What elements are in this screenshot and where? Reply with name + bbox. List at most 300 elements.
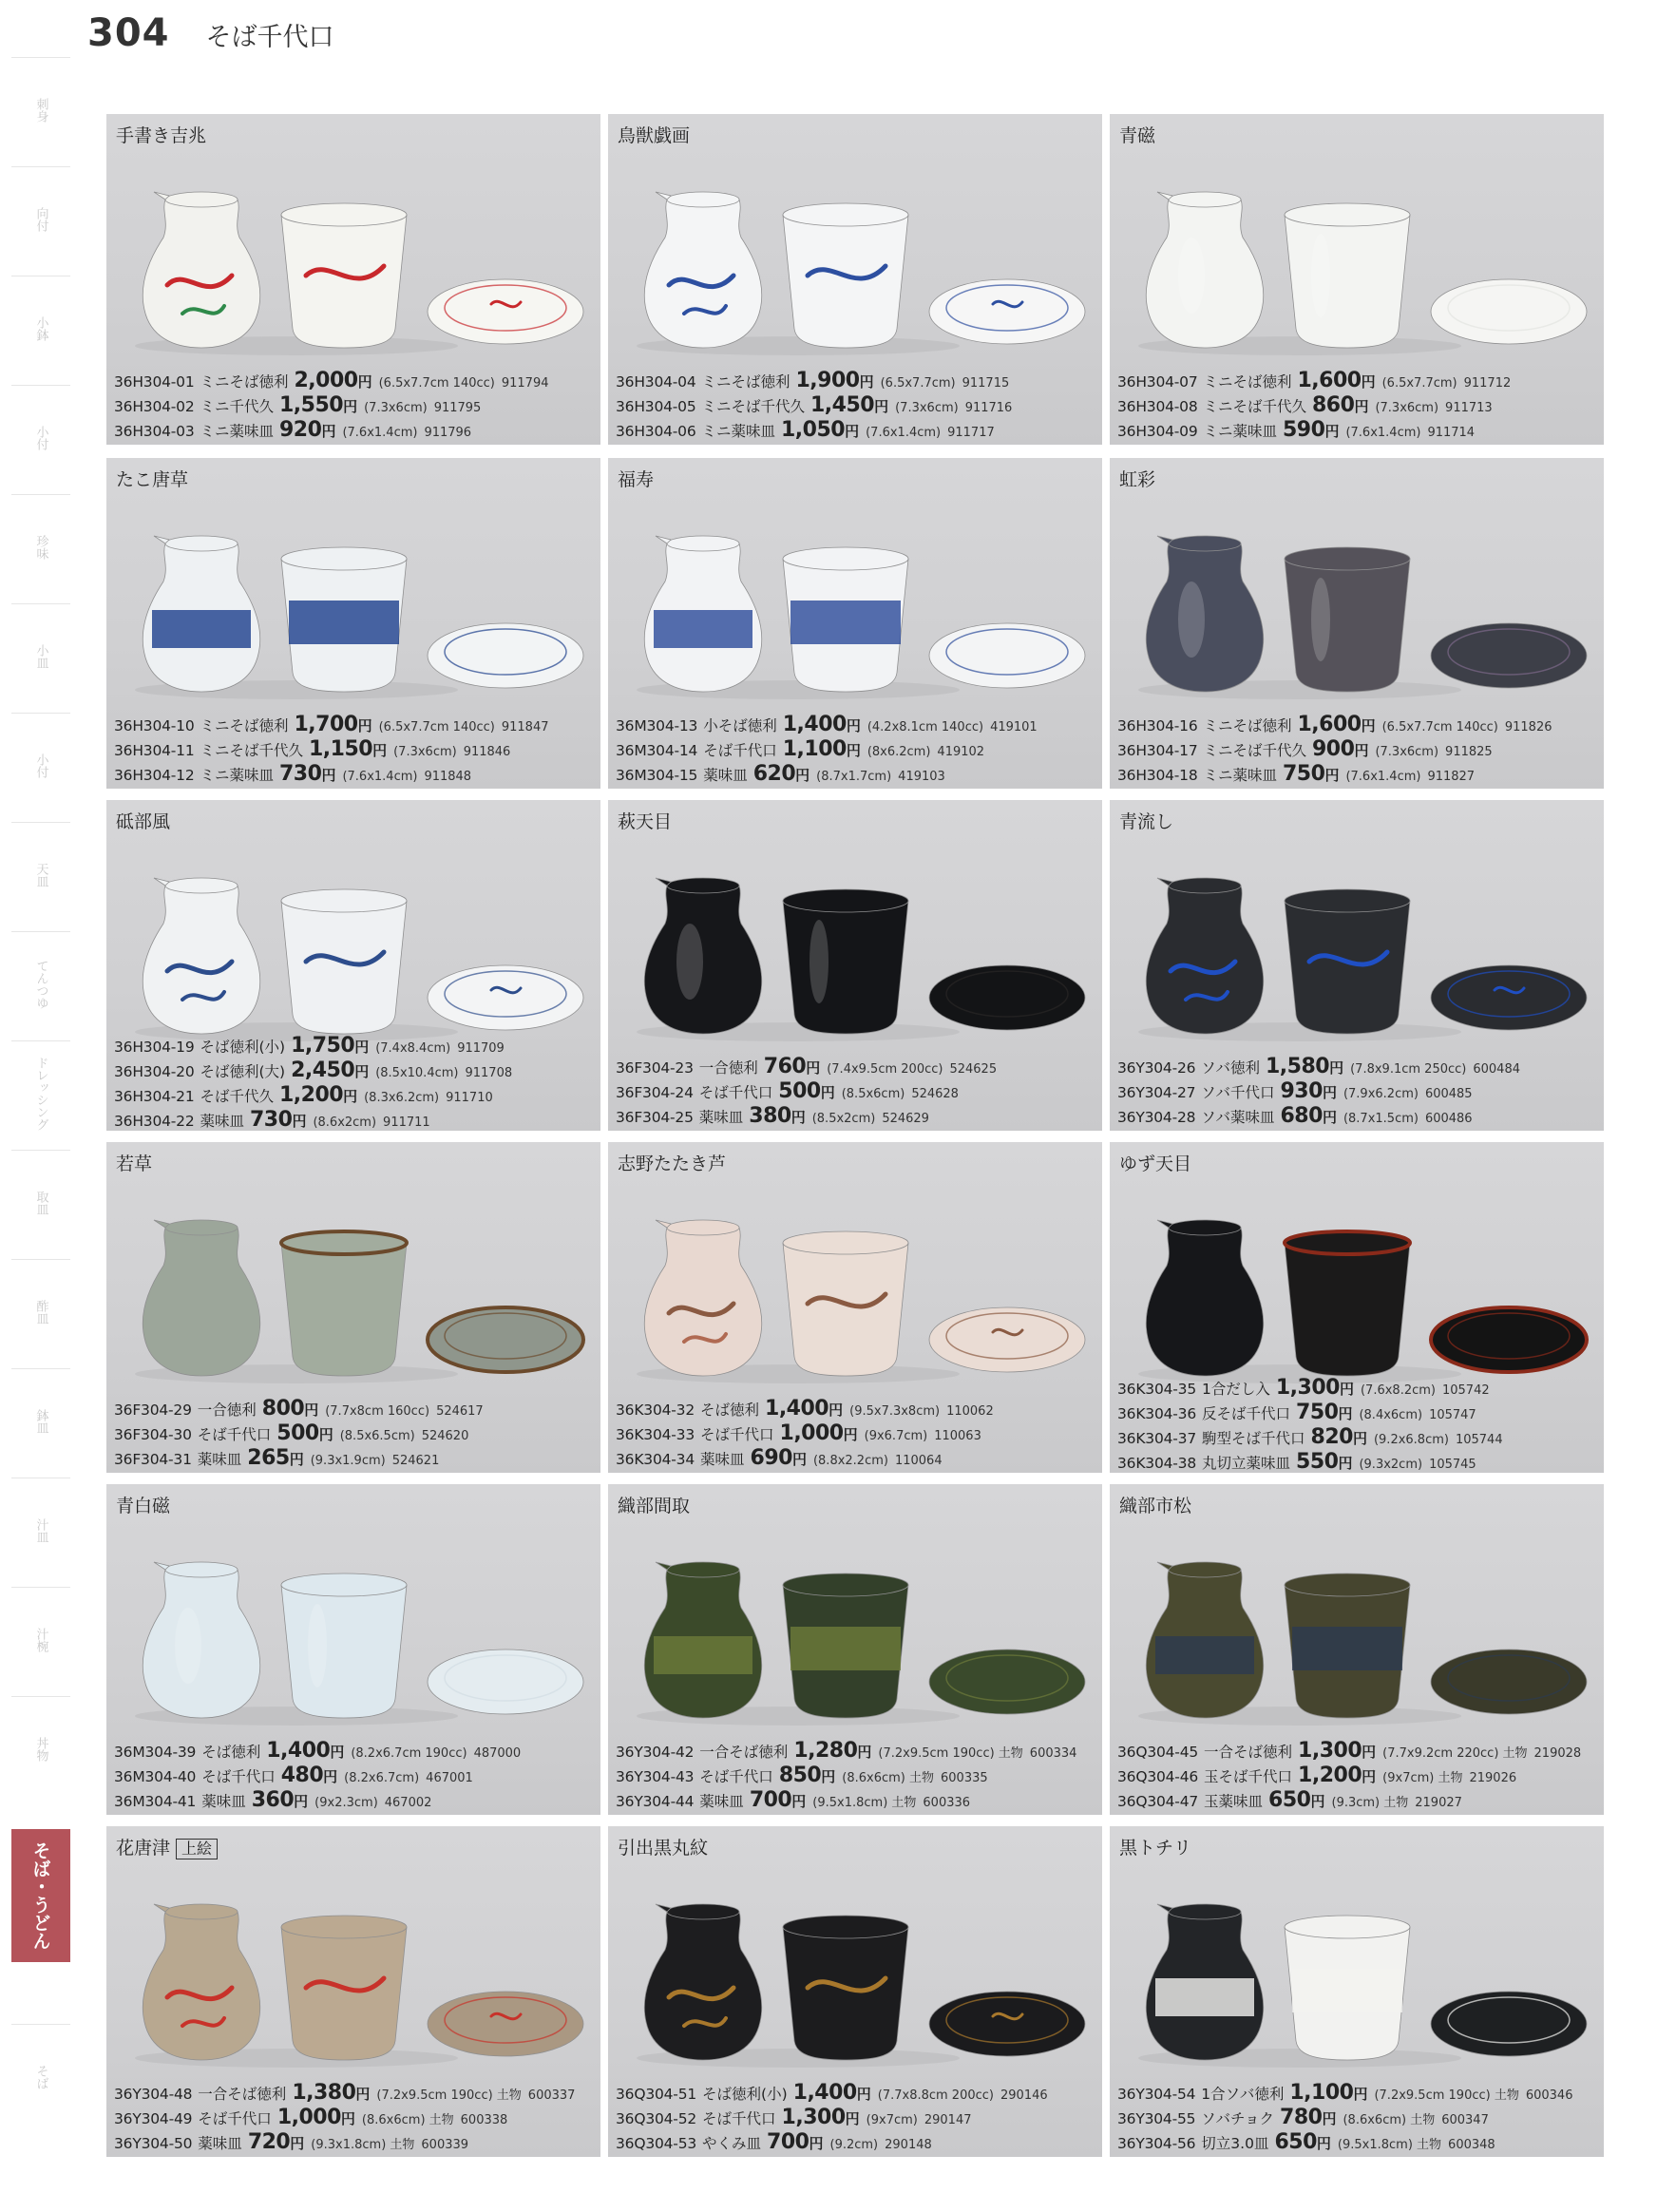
sidebar-tab[interactable]: 取皿 — [11, 1150, 70, 1255]
product-row[interactable] — [114, 1397, 599, 1421]
sidebar-tab[interactable]: てんつゆ — [11, 931, 70, 1037]
product-price: 620 — [752, 762, 796, 786]
cup-rim — [783, 1231, 908, 1254]
sake-jug — [1146, 1228, 1264, 1376]
product-panel[interactable] — [106, 1826, 600, 2157]
sake-jug — [143, 1570, 260, 1718]
product-num: 600485 — [1424, 1087, 1473, 1101]
product-code: 36F304-23 — [616, 1059, 694, 1077]
product-code: 36Q304-51 — [616, 2086, 697, 2103]
product-row[interactable] — [1117, 1450, 1602, 1473]
product-spec: (7.6x1.4cm) — [866, 426, 942, 440]
product-name: ミニそば徳利 — [200, 373, 289, 391]
product-code: 36H304-09 — [1117, 423, 1198, 440]
product-price: 550 — [1296, 1450, 1339, 1473]
jug-spout — [1157, 192, 1172, 200]
jug-mouth — [1169, 878, 1241, 893]
product-code: 36H304-05 — [616, 398, 696, 415]
product-row[interactable] — [1117, 2130, 1602, 2155]
product-spec: (9.5x1.8cm) 土物 — [812, 1796, 917, 1810]
product-row[interactable] — [616, 369, 1100, 393]
sidebar-tab[interactable]: 向付 — [11, 166, 70, 272]
product-spec: (6.5x7.7cm 140cc) — [1381, 720, 1498, 734]
condiment-dish — [428, 623, 583, 688]
product-row[interactable] — [616, 2130, 1100, 2155]
product-row[interactable] — [616, 418, 1100, 443]
product-row[interactable] — [616, 1079, 1100, 1104]
product-yen: 円 — [357, 373, 372, 391]
sidebar-tab[interactable]: 珍味 — [11, 494, 70, 600]
sake-jug — [143, 1228, 260, 1376]
product-code: 36Q304-45 — [1117, 1744, 1199, 1761]
product-num: 600347 — [1441, 2113, 1489, 2127]
sake-jug — [644, 886, 762, 1034]
product-yen: 円 — [1316, 2135, 1331, 2152]
product-row[interactable] — [1117, 1376, 1602, 1401]
product-num: 110063 — [934, 1429, 981, 1443]
product-num: 105742 — [1441, 1383, 1490, 1398]
product-row[interactable] — [114, 2130, 599, 2155]
product-panel[interactable] — [1110, 1142, 1604, 1473]
product-price: 920 — [279, 418, 322, 442]
product-spec: (6.5x7.7cm 140cc) — [378, 376, 495, 391]
product-spec: (7.8x9.1cm 250cc) — [1350, 1062, 1467, 1077]
series-name: 青流し — [1119, 811, 1174, 832]
product-list — [114, 2081, 599, 2155]
product-price: 730 — [279, 762, 322, 786]
product-row[interactable] — [616, 393, 1100, 418]
product-name: 1合ソバ徳利 — [1201, 2086, 1285, 2103]
product-list — [616, 2081, 1100, 2155]
product-grid — [106, 114, 1604, 2159]
product-num: 911848 — [424, 770, 472, 784]
sidebar-tab[interactable]: 汁椀 — [11, 1587, 70, 1692]
product-list — [616, 713, 1100, 787]
product-spec: (7.7x9.2cm 220cc) 土物 — [1382, 1746, 1528, 1761]
product-price: 1,600 — [1297, 713, 1362, 736]
sake-jug — [1146, 200, 1264, 348]
product-row[interactable] — [114, 1788, 599, 1813]
product-row[interactable] — [114, 1108, 599, 1131]
product-panel[interactable] — [608, 114, 1102, 445]
product-panel[interactable] — [1110, 1484, 1604, 1815]
product-photo — [608, 1513, 1102, 1741]
sidebar-tab[interactable]: 汁皿 — [11, 1478, 70, 1583]
product-row[interactable] — [1117, 762, 1602, 787]
condiment-dish — [428, 279, 583, 344]
product-row[interactable] — [616, 1788, 1100, 1813]
product-name: そば千代口 — [699, 1768, 773, 1785]
product-row[interactable] — [616, 1446, 1100, 1471]
product-yen: 円 — [330, 1744, 345, 1761]
product-num: 524621 — [391, 1454, 440, 1468]
product-row[interactable] — [1117, 713, 1602, 737]
product-row[interactable] — [1117, 1764, 1602, 1788]
product-num: 219026 — [1469, 1771, 1517, 1785]
product-num: 911827 — [1427, 770, 1476, 784]
product-name: 薬味皿 — [200, 1113, 244, 1130]
product-row[interactable] — [616, 1764, 1100, 1788]
product-row[interactable] — [114, 737, 599, 762]
jug-mouth — [1169, 1904, 1241, 1919]
product-code: 36H304-12 — [114, 767, 195, 784]
product-code: 36Y304-49 — [114, 2110, 193, 2127]
product-spec: (7.4x8.4cm) — [375, 1041, 451, 1056]
jug-spout — [1157, 1562, 1172, 1570]
product-panel[interactable] — [1110, 800, 1604, 1131]
product-spec: (7.7x8.8cm 200cc) — [877, 2088, 994, 2103]
product-row[interactable] — [616, 2081, 1100, 2106]
product-name: ミニ薬味皿 — [200, 423, 274, 440]
jug-mouth — [667, 536, 739, 551]
product-row[interactable] — [114, 418, 599, 443]
product-row[interactable] — [1117, 1055, 1602, 1079]
product-row[interactable] — [1117, 2081, 1602, 2106]
product-panel[interactable] — [1110, 1826, 1604, 2157]
product-row[interactable] — [114, 1739, 599, 1764]
product-row[interactable] — [114, 393, 599, 418]
product-num: 290148 — [885, 2138, 932, 2152]
product-row[interactable] — [1117, 1788, 1602, 1813]
cup-band — [790, 1627, 901, 1670]
product-spec: (7.2x9.5cm 190cc) 土物 — [1374, 2088, 1519, 2103]
cup-rim — [783, 1916, 908, 1938]
product-price: 650 — [1268, 1788, 1311, 1812]
product-spec: (6.5x7.7cm 140cc) — [378, 720, 495, 734]
product-row[interactable] — [114, 1083, 599, 1108]
product-num: 600484 — [1473, 1062, 1520, 1077]
product-panel[interactable] — [1110, 458, 1604, 789]
product-code: 36Y304-56 — [1117, 2135, 1196, 2152]
product-list — [114, 713, 599, 787]
jug-spout — [1157, 878, 1172, 886]
overglaze-badge: 上絵 — [176, 1839, 218, 1859]
product-num: 219027 — [1415, 1796, 1462, 1810]
product-price: 700 — [749, 1788, 792, 1812]
product-name: ミニ薬味皿 — [701, 423, 775, 440]
cup-rim — [1285, 889, 1410, 912]
condiment-dish — [929, 623, 1085, 688]
product-num: 110062 — [946, 1404, 994, 1419]
cup-rim — [281, 203, 407, 226]
product-name: そば徳利 — [700, 1402, 760, 1419]
product-name: ミニそば千代久 — [1203, 742, 1306, 759]
product-code: 36Y304-55 — [1117, 2110, 1196, 2127]
product-num: 524620 — [421, 1429, 469, 1443]
product-name: ミニそば千代久 — [1203, 398, 1306, 415]
product-code: 36H304-03 — [114, 423, 195, 440]
product-code: 36H304-11 — [114, 742, 195, 759]
jug-mouth — [165, 878, 238, 893]
series-name: たこ唐草 — [116, 469, 189, 490]
product-name: 薬味皿 — [703, 767, 748, 784]
jug-mouth — [165, 536, 238, 551]
product-row[interactable] — [1117, 737, 1602, 762]
sake-jug — [143, 886, 260, 1034]
jug-mouth — [165, 1904, 238, 1919]
product-row[interactable] — [616, 1104, 1100, 1129]
product-spec: (7.3x6cm) — [895, 401, 959, 415]
product-yen: 円 — [354, 1039, 370, 1056]
product-row[interactable] — [616, 713, 1100, 737]
product-num: 911795 — [433, 401, 482, 415]
product-spec: (8.6x6cm) 土物 — [842, 1771, 934, 1785]
product-row[interactable] — [1117, 393, 1602, 418]
product-photo — [608, 486, 1102, 715]
product-name: ミニそば徳利 — [200, 717, 289, 734]
product-num: 911826 — [1504, 720, 1552, 734]
product-price: 1,380 — [292, 2081, 356, 2105]
product-spec: (7.3x6cm) — [1375, 745, 1439, 759]
sidebar-tab[interactable]: 小付 — [11, 385, 70, 490]
product-yen: 円 — [1322, 1084, 1337, 1101]
product-num: 524617 — [436, 1404, 484, 1419]
product-name: 一合そば徳利 — [198, 2086, 287, 2103]
product-row[interactable] — [114, 1058, 599, 1083]
product-yen: 円 — [859, 373, 874, 391]
product-row[interactable] — [616, 737, 1100, 762]
product-num: 524629 — [882, 1112, 929, 1126]
product-num: 600334 — [1029, 1746, 1077, 1761]
product-code: 36H304-08 — [1117, 398, 1198, 415]
product-code: 36M304-39 — [114, 1744, 197, 1761]
sidebar-tab[interactable]: そば — [11, 2024, 70, 2129]
product-code: 36M304-14 — [616, 742, 698, 759]
product-code: 36Y304-44 — [616, 1793, 695, 1810]
product-price: 1,600 — [1297, 369, 1362, 392]
product-yen: 円 — [340, 2110, 355, 2127]
product-code: 36F304-31 — [114, 1451, 192, 1468]
product-panel[interactable] — [608, 458, 1102, 789]
product-price: 690 — [750, 1446, 792, 1470]
product-panel[interactable] — [106, 1142, 600, 1473]
sidebar-tab[interactable]: 天皿 — [11, 822, 70, 927]
product-row[interactable] — [1117, 2106, 1602, 2130]
jug-mouth — [667, 192, 739, 207]
soba-cup — [281, 1243, 407, 1376]
product-row[interactable] — [114, 1446, 599, 1471]
product-price: 1,000 — [276, 2106, 341, 2129]
product-panel[interactable] — [608, 1142, 1102, 1473]
product-name: 一合徳利 — [197, 1402, 257, 1419]
product-row[interactable] — [114, 1764, 599, 1788]
product-price: 780 — [1280, 2106, 1323, 2129]
jug-spout — [154, 536, 169, 543]
product-yen: 円 — [846, 742, 861, 759]
product-yen: 円 — [1354, 742, 1369, 759]
product-row[interactable] — [616, 1421, 1100, 1446]
product-panel[interactable] — [106, 800, 600, 1131]
soba-cup — [783, 1243, 908, 1376]
product-row[interactable] — [114, 2081, 599, 2106]
product-code: 36F304-30 — [114, 1426, 192, 1443]
product-yen: 円 — [323, 1768, 338, 1785]
product-code: 36F304-24 — [616, 1084, 694, 1101]
product-panel[interactable] — [106, 114, 600, 445]
product-list — [1117, 369, 1602, 443]
product-row[interactable] — [1117, 1425, 1602, 1450]
product-row[interactable] — [1117, 1739, 1602, 1764]
product-panel[interactable] — [106, 1484, 600, 1815]
product-num: 524625 — [949, 1062, 998, 1077]
product-name: そば千代口 — [698, 1084, 773, 1101]
product-spec: (8.5x2cm) — [811, 1112, 876, 1126]
product-name: ミニそば徳利 — [701, 373, 790, 391]
product-num: 911847 — [501, 720, 549, 734]
product-panel[interactable] — [608, 1484, 1102, 1815]
product-yen: 円 — [828, 1402, 844, 1419]
product-yen: 円 — [354, 1063, 370, 1080]
product-list — [114, 369, 599, 443]
product-price: 1,400 — [792, 2081, 857, 2105]
product-price: 360 — [251, 1788, 295, 1812]
product-spec: (8.5x6.5cm) — [339, 1429, 415, 1443]
product-price: 750 — [1283, 762, 1325, 786]
product-yen: 円 — [1329, 1059, 1344, 1077]
sidebar-tab[interactable]: 鉢皿 — [11, 1368, 70, 1474]
sidebar-tab[interactable]: 丼物 — [11, 1696, 70, 1802]
product-name: 玉そば千代口 — [1204, 1768, 1293, 1785]
product-row[interactable] — [114, 713, 599, 737]
product-yen: 円 — [1362, 1768, 1377, 1785]
cup-band — [1292, 1969, 1402, 2012]
product-num: 911794 — [501, 376, 549, 391]
series-name: 志野たたき芦 — [618, 1154, 727, 1174]
sidebar-tab[interactable]: 小付 — [11, 713, 70, 818]
product-price: 800 — [261, 1397, 305, 1421]
product-num: 600337 — [527, 2088, 576, 2103]
product-name: 小そば徳利 — [703, 717, 777, 734]
product-spec: (9x7cm) 土物 — [1382, 1771, 1463, 1785]
product-num: 600486 — [1424, 1112, 1473, 1126]
product-price: 730 — [250, 1108, 293, 1131]
product-row[interactable] — [114, 1034, 599, 1058]
product-spec: (9x7cm) — [866, 2113, 918, 2127]
product-code: 36H304-22 — [114, 1113, 195, 1130]
sidebar-tab-active[interactable]: そば・うどん — [11, 1829, 70, 1962]
product-row[interactable] — [114, 369, 599, 393]
condiment-dish — [929, 1649, 1085, 1714]
series-name: 若草 — [116, 1154, 153, 1174]
series-name: 青磁 — [1119, 125, 1156, 146]
product-yen: 円 — [856, 2086, 871, 2103]
series-name: 福寿 — [618, 469, 655, 490]
product-price: 720 — [247, 2130, 291, 2154]
sidebar-tab[interactable]: 酢皿 — [11, 1259, 70, 1364]
series-name: ゆず天目 — [1119, 1154, 1192, 1174]
product-name: 薬味皿 — [698, 1109, 744, 1126]
product-name: 丸切立薬味皿 — [1202, 1455, 1291, 1472]
product-panel[interactable] — [1110, 114, 1604, 445]
product-row[interactable] — [114, 762, 599, 787]
product-code: 36H304-21 — [114, 1088, 195, 1105]
product-yen: 円 — [321, 767, 336, 784]
product-row[interactable] — [616, 1055, 1100, 1079]
product-photo — [608, 1855, 1102, 2083]
product-photo — [1110, 829, 1604, 1057]
product-code: 36H304-06 — [616, 423, 696, 440]
product-row[interactable] — [616, 1739, 1100, 1764]
jug-spout — [154, 1562, 169, 1570]
product-num: 524628 — [911, 1087, 959, 1101]
product-name: そば徳利(小) — [200, 1039, 286, 1056]
product-name: 駒型そば千代口 — [1202, 1430, 1305, 1447]
product-yen: 円 — [372, 742, 388, 759]
sake-jug — [1146, 543, 1264, 692]
sidebar-tab[interactable]: 小鉢 — [11, 276, 70, 381]
product-yen: 円 — [1324, 423, 1340, 440]
sidebar-tab[interactable]: 刺身 — [11, 57, 70, 162]
product-row[interactable] — [616, 2106, 1100, 2130]
product-panel[interactable] — [106, 458, 600, 789]
product-num: 911715 — [962, 376, 1010, 391]
sidebar-tab[interactable]: 小皿 — [11, 603, 70, 709]
product-row[interactable] — [616, 1397, 1100, 1421]
product-row[interactable] — [114, 2106, 599, 2130]
product-yen: 円 — [1353, 2086, 1368, 2103]
series-name: 花唐津 — [116, 1838, 171, 1859]
product-row[interactable] — [1117, 369, 1602, 393]
product-photo — [608, 829, 1102, 1057]
product-num: 600346 — [1525, 2088, 1573, 2103]
product-panel[interactable] — [608, 1826, 1102, 2157]
page-title: そば千代口 — [205, 23, 334, 52]
product-num: 419102 — [937, 745, 985, 759]
jug-mouth — [165, 192, 238, 207]
product-row[interactable] — [1117, 1104, 1602, 1129]
product-num: 105744 — [1455, 1433, 1503, 1447]
product-row[interactable] — [1117, 1401, 1602, 1425]
product-yen: 円 — [1324, 767, 1340, 784]
product-row[interactable] — [1117, 1079, 1602, 1104]
product-yen: 円 — [1352, 1430, 1367, 1447]
product-num: 911717 — [947, 426, 995, 440]
jug-mouth — [1169, 1562, 1241, 1577]
product-yen: 円 — [321, 423, 336, 440]
sidebar-tab[interactable]: ドレッシング — [11, 1040, 70, 1146]
product-spec: (6.5x7.7cm) — [880, 376, 956, 391]
product-price: 860 — [1312, 393, 1355, 417]
product-list — [1117, 1376, 1602, 1473]
product-row[interactable] — [616, 762, 1100, 787]
product-num: 911712 — [1463, 376, 1512, 391]
product-spec: (8.8x2.2cm) — [812, 1454, 888, 1468]
product-spec: (7.6x1.4cm) — [1345, 770, 1421, 784]
soba-cup — [1285, 559, 1410, 692]
jug-spout — [656, 1220, 671, 1228]
product-yen: 円 — [1354, 398, 1369, 415]
product-code: 36M304-15 — [616, 767, 698, 784]
condiment-dish — [428, 1649, 583, 1714]
product-price: 500 — [276, 1421, 319, 1445]
product-list — [1117, 2081, 1602, 2155]
product-code: 36M304-40 — [114, 1768, 197, 1785]
product-row[interactable] — [114, 1421, 599, 1446]
product-price: 1,400 — [765, 1397, 829, 1421]
jug-spout — [656, 192, 671, 200]
product-code: 36Y304-26 — [1117, 1059, 1196, 1077]
product-code: 36Y304-50 — [114, 2135, 193, 2152]
product-num: 419101 — [990, 720, 1038, 734]
product-row[interactable] — [1117, 418, 1602, 443]
product-num: 105745 — [1429, 1458, 1476, 1472]
product-spec: (9.5x7.3x8cm) — [849, 1404, 941, 1419]
cup-rim — [1285, 1916, 1410, 1938]
product-yen: 円 — [1338, 1405, 1353, 1422]
product-list — [1117, 1739, 1602, 1813]
product-panel[interactable] — [608, 800, 1102, 1131]
product-code: 36H304-17 — [1117, 742, 1198, 759]
